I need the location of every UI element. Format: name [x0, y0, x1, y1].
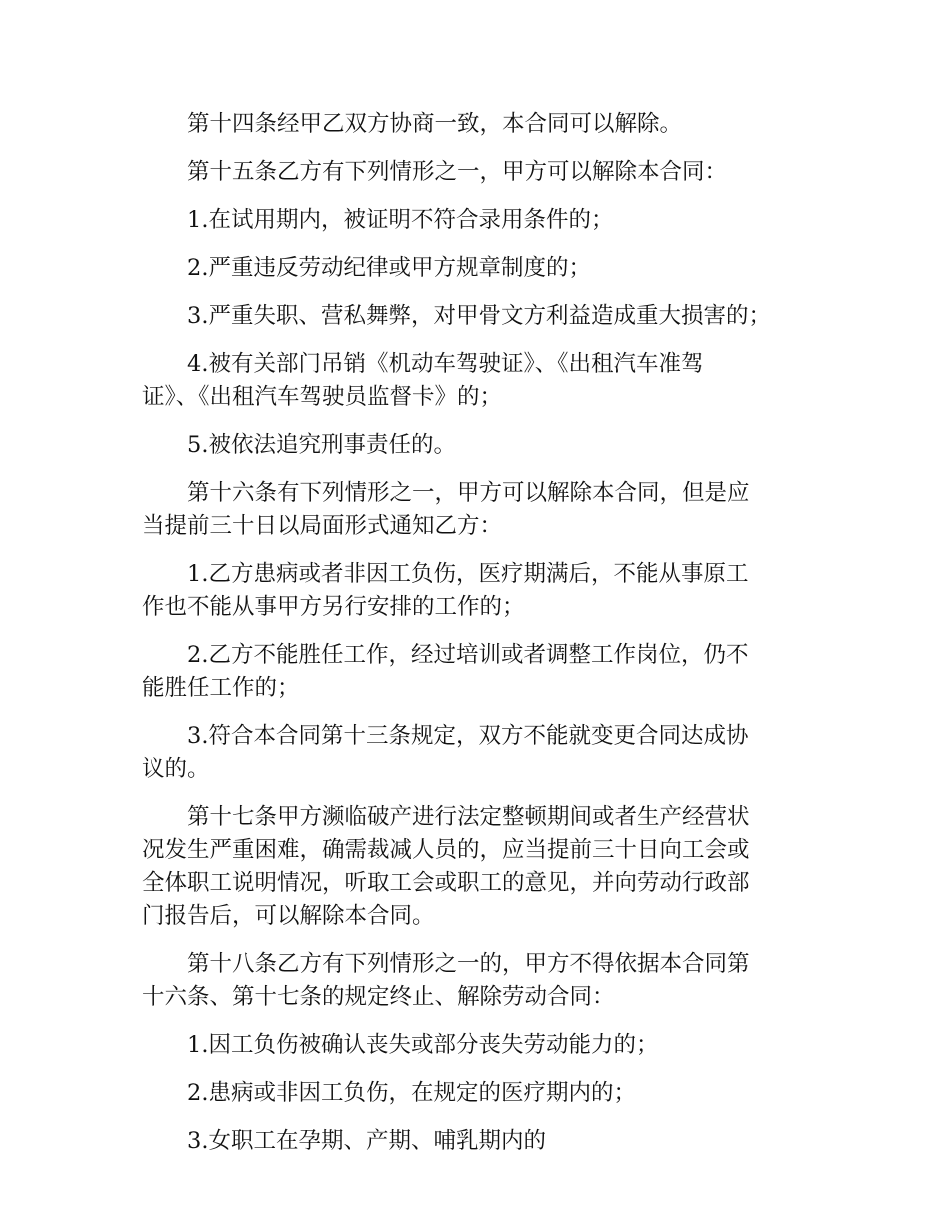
- text-line: 3.女职工在孕期、产期、哺乳期内的: [187, 1128, 546, 1154]
- text-line: 3.严重失职、营私舞弊，对甲骨文方利益造成重大损害的；: [187, 303, 771, 329]
- paragraph-art17: [142, 801, 822, 933]
- text-line: 况发生严重困难，确需裁减人员的，应当提前三十日向工会或: [142, 837, 750, 863]
- text-line: 作也不能从事甲方另行安排的工作的；: [142, 594, 525, 620]
- text-line: 1.乙方患病或者非因工负伤，医疗期满后，不能从事原工: [187, 561, 749, 587]
- text-line: 第十六条有下列情形之一，甲方可以解除本合同，但是应: [187, 480, 750, 506]
- paragraph-art18-item1: [142, 1029, 822, 1062]
- text-line: 第十五条乙方有下列情形之一，甲方可以解除本合同：: [187, 159, 728, 185]
- paragraph-art16-item1: [142, 558, 822, 624]
- paragraph-art18: [142, 948, 822, 1014]
- paragraph-art15-item2: [142, 252, 822, 285]
- text-line: 1.在试用期内，被证明不符合录用条件的；: [187, 207, 614, 233]
- paragraph-art16-item2: [142, 639, 822, 705]
- text-line: 4.被有关部门吊销《机动车驾驶证》、《出租汽车准驾: [187, 351, 704, 377]
- text-line: 证》、《出租汽车驾驶员监督卡》的；: [142, 384, 503, 410]
- text-line: 2.乙方不能胜任工作，经过培训或者调整工作岗位，仍不: [187, 642, 749, 668]
- document-body: [142, 108, 822, 1173]
- paragraph-art16-item3: [142, 720, 822, 786]
- text-line: 能胜任工作的；: [142, 675, 300, 701]
- paragraph-art18-item3: [142, 1125, 822, 1158]
- paragraph-art16: [142, 477, 822, 543]
- text-line: 全体职工说明情况，听取工会或职工的意见，并向劳动行政部: [142, 870, 750, 896]
- text-line: 1.因工负伤被确认丧失或部分丧失劳动能力的；: [187, 1032, 659, 1058]
- text-line: 2.患病或非因工负伤，在规定的医疗期内的；: [187, 1080, 636, 1106]
- paragraph-art14: [142, 108, 822, 141]
- paragraph-art15: [142, 156, 822, 189]
- text-line: 3.符合本合同第十三条规定，双方不能就变更合同达成协: [187, 723, 749, 749]
- text-line: 议的。: [142, 756, 210, 782]
- text-line: 2.严重违反劳动纪律或甲方规章制度的；: [187, 255, 591, 281]
- text-line: 5.被依法追究刑事责任的。: [187, 432, 456, 458]
- paragraph-art18-item2: [142, 1077, 822, 1110]
- text-line: 第十八条乙方有下列情形之一的，甲方不得依据本合同第: [187, 951, 750, 977]
- paragraph-art15-item1: [142, 204, 822, 237]
- text-line: 当提前三十日以局面形式通知乙方：: [142, 513, 503, 539]
- paragraph-art15-item4: [142, 348, 822, 414]
- paragraph-art15-item3: [142, 300, 822, 333]
- text-line: 第十四条经甲乙双方协商一致，本合同可以解除。: [187, 111, 683, 137]
- text-line: 十六条、第十七条的规定终止、解除劳动合同：: [142, 984, 615, 1010]
- text-line: 门报告后，可以解除本合同。: [142, 903, 435, 929]
- text-line: 第十七条甲方濒临破产进行法定整顿期间或者生产经营状: [187, 804, 750, 830]
- paragraph-art15-item5: [142, 429, 822, 462]
